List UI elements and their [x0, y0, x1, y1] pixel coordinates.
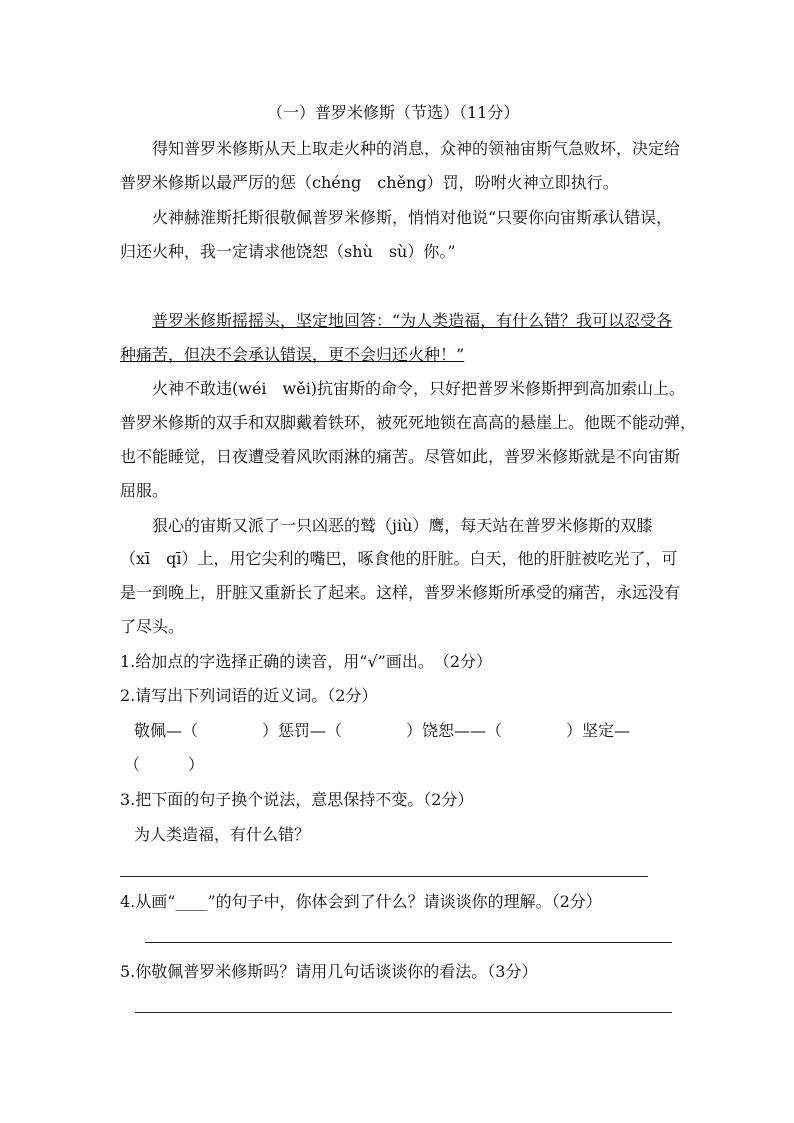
- passage-line: 归还火种，我一定请求他饶恕（shù sù）你。”: [120, 242, 456, 261]
- passage-line: 了尽头。: [120, 617, 185, 636]
- question-3: 3.把下面的句子换个说法，意思保持不变。（2分）: [120, 790, 474, 809]
- passage-line: 也不能睡觉，日夜遭受着风吹雨淋的痛苦。尽管如此，普罗米修斯就是不向宙斯: [120, 447, 681, 466]
- question-2-blanks-continued[interactable]: （ ）: [124, 755, 205, 774]
- passage-line: 火神不敢违(wéi wěi)抗宙斯的命令，只好把普罗米修斯押到高加索山上。: [152, 379, 686, 398]
- passage-line: 得知普罗米修斯从天上取走火种的消息，众神的领袖宙斯气急败坏，决定给: [152, 139, 681, 158]
- underlined-sentence-line: 普罗米修斯摇摇头，坚定地回答：“为人类造福，有什么错？我可以忍受各: [152, 311, 673, 330]
- passage-line: 普罗米修斯以最严厉的惩（chéng chěng）罚，吩咐火神立即执行。: [120, 173, 619, 192]
- question-1: 1.给加点的字选择正确的读音，用“√”画出。 （2分）: [120, 652, 493, 671]
- passage-line: 是一到晚上，肝脏又重新长了起来。这样，普罗米修斯所承受的痛苦，永远没有: [120, 583, 681, 602]
- answer-line-5[interactable]: [135, 1012, 672, 1013]
- passage-line: 狠心的宙斯又派了一只凶恶的鹫（jiù）鹰，每天站在普罗米修斯的双膝: [152, 516, 653, 535]
- question-4: 4.从画“____”的句子中，你体会到了什么？请谈谈你的理解。（2分）: [120, 892, 602, 911]
- question-2: 2.请写出下列词语的近义词。（2分）: [120, 686, 378, 705]
- answer-line-4[interactable]: [145, 942, 672, 943]
- question-3-sentence: 为人类造福，有什么错？: [134, 825, 311, 844]
- passage-line: 火神赫淮斯托斯很敬佩普罗米修斯，悄悄对他说“只要你向宙斯承认错误，: [152, 208, 673, 227]
- question-5: 5.你敬佩普罗米修斯吗？请用几句话谈谈你的看法。（3分）: [120, 962, 538, 981]
- passage-line: （xī qī）上，用它尖利的嘴巴，啄食他的肝脏。白天，他的肝脏被吃光了，可: [120, 549, 678, 568]
- underlined-sentence-line: 种痛苦，但决不会承认错误，更不会归还火种！”: [120, 345, 465, 364]
- passage-line: 屈服。: [120, 481, 169, 500]
- answer-line-3[interactable]: [120, 876, 648, 877]
- question-2-blanks[interactable]: 敬佩—（ ）惩罚—（ ）饶恕——（ ）坚定—: [134, 721, 631, 740]
- page-title: （一）普罗米修斯（节选）（11分）: [267, 103, 520, 122]
- passage-line: 普罗米修斯的双手和双脚戴着铁环，被死死地锁在高高的悬崖上。他既不能动弹，: [120, 413, 697, 432]
